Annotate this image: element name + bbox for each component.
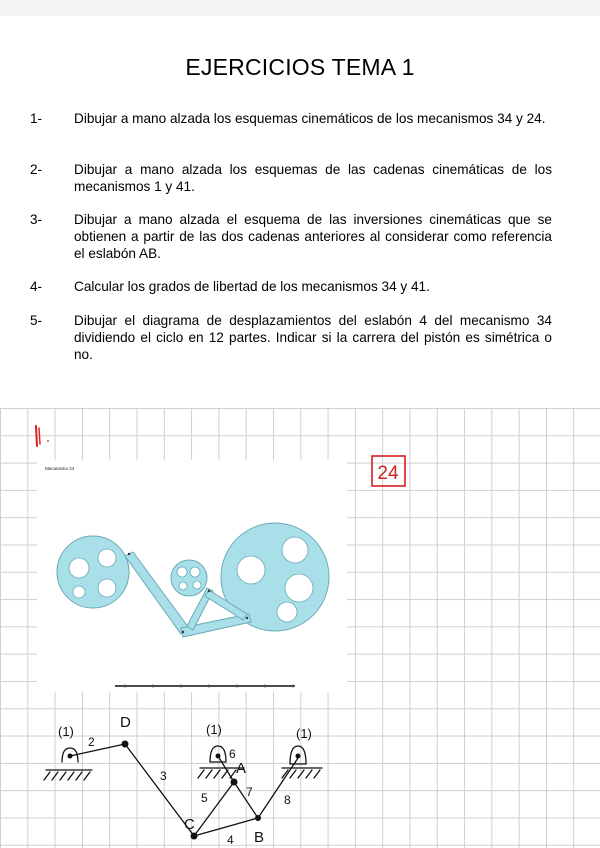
joint-c [191,833,198,840]
link-number: 6 [229,747,236,761]
link-number: 3 [160,769,167,783]
exercise-text: Dibujar a mano alzada el esquema de las inversiones cinemáticas que se obtienen a partir de las dos cadenas anteriores al considerar como referencia el eslabón AB. [74,212,552,261]
joint-b [255,815,261,821]
exercise-mark-stroke [39,428,40,444]
page-title: EJERCICIOS TEMA 1 [185,54,415,80]
exercise-text: Dibujar a mano alzada los esquemas cinemáticos de los mecanismos 34 y 24. [74,111,546,126]
link-2 [70,744,125,756]
link-number: 8 [284,793,291,807]
link-8 [258,758,298,818]
label-c: C [184,816,195,833]
label-d: D [120,714,131,731]
exercise-number: 2- [30,162,43,177]
page-top-band [0,0,600,16]
center-wheel [171,560,207,596]
exercise-number: 3- [30,212,43,227]
link-4 [194,818,258,836]
exercise-text: Calcular los grados de libertad de los mecanismos 34 y 41. [74,279,430,294]
link-number: 2 [88,735,95,749]
exercise-text: Dibujar a mano alzada los esquemas de las cadenas cinemáticas de los mecanismos 1 y 41. [74,162,552,194]
left-wheel [57,536,129,608]
link-number: 5 [201,791,208,805]
ground-label: (1) [296,726,312,741]
link-number: 4 [227,833,234,847]
figure-caption: Mecanismo 24 [45,466,75,471]
ground-label: (1) [206,722,222,737]
label-b: B [254,829,265,846]
exercise-number: 5- [30,313,43,328]
mechanism-box-number: 24 [377,463,399,484]
exercise-text: Dibujar el diagrama de desplazamientos del eslabón 4 del mecanismo 34 dividiendo el ciclo en 12 partes. Indicar si la carrera del pistón es simétrica o no. [74,313,552,362]
link-5 [194,782,234,836]
ground-label: (1) [58,724,74,739]
label-a: A [236,760,247,777]
exercise-number: 1- [30,111,43,126]
kinematic-sketch [0,700,600,848]
link-number: 7 [246,785,253,799]
joint-d [122,741,129,748]
joint-a [231,779,238,786]
mechanism-drawing [37,460,347,692]
mechanism-figure [37,460,347,692]
exercise-number: 4- [30,279,43,294]
exercise-mark-stroke [36,426,37,446]
